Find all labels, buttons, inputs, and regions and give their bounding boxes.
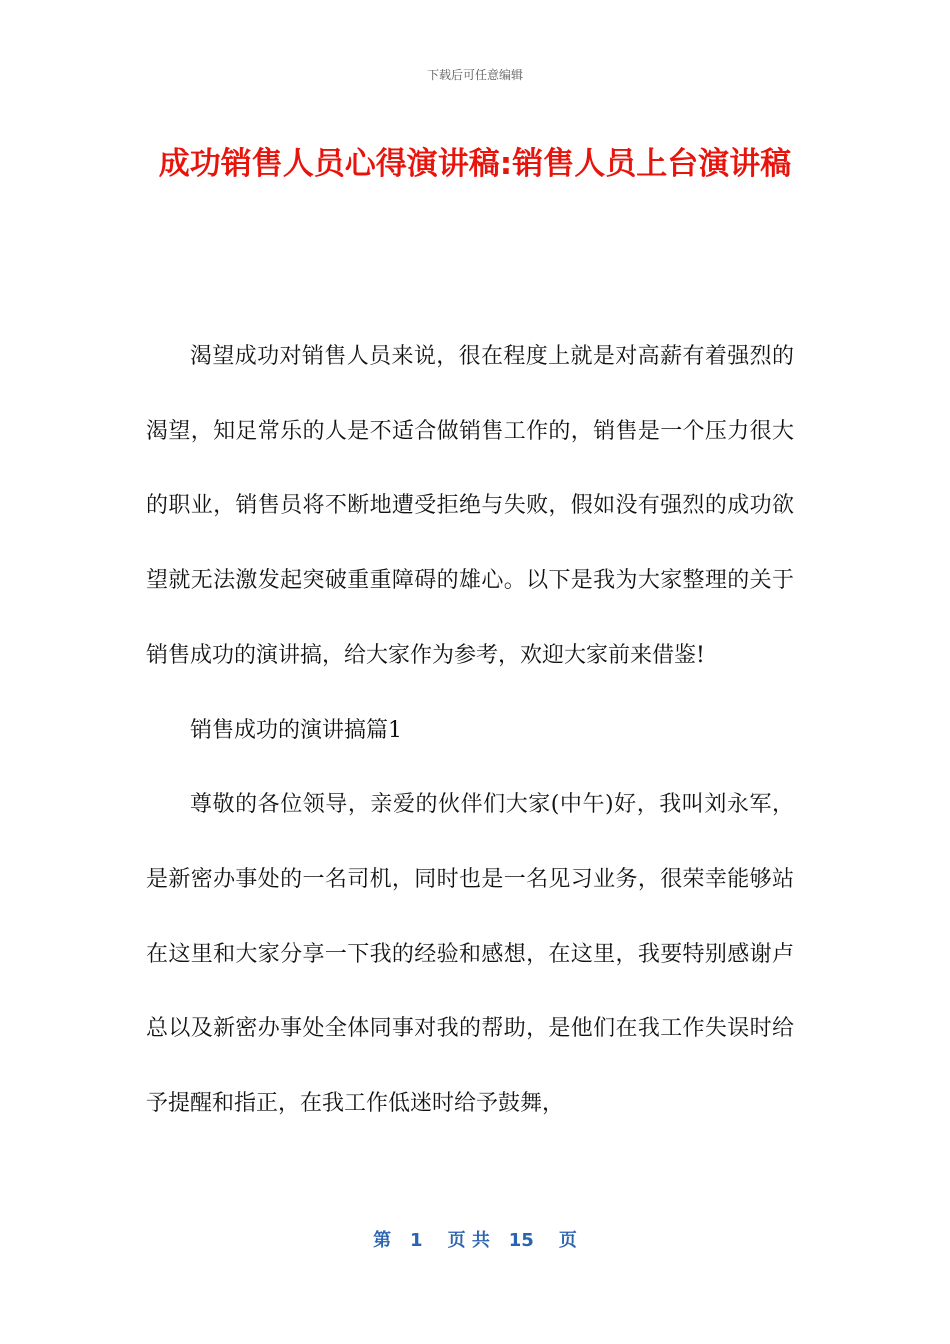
- footer-suffix: 页: [558, 1230, 577, 1251]
- paragraph-intro: 渴望成功对销售人员来说，很在程度上就是对高薪有着强烈的渴望，知足常乐的人是不适合做销售工作的，销售是一个压力很大的职业，销售员将不断地遭受拒绝与失败，假如没有强烈的成功欲望就无法激发起突破重重障碍的雄心。以下是我为大家整理的关于销售成功的演讲搞，给大家作为参考，欢迎大家前来借鉴!: [146, 344, 794, 668]
- footer-page-total: 15: [508, 1230, 534, 1251]
- paragraph-section-heading: 销售成功的演讲搞篇1: [190, 717, 402, 743]
- paragraph-speech: 尊敬的各位领导，亲爱的伙伴们大家(中午)好，我叫刘永军，是新密办事处的一名司机，同时也是一名见习业务，很荣幸能够站在这里和大家分享一下我的经验和感想，在这里，我要特别感谢卢总以及新密办事处全体同事对我的帮助，是他们在我工作失误时给予提醒和指正，在我工作低迷时给予鼓舞，: [146, 792, 794, 1117]
- header-note: 下载后可任意编辑: [426, 68, 523, 82]
- footer-middle: 页 共: [447, 1230, 490, 1251]
- footer-page-current: 1: [409, 1230, 423, 1251]
- document-body: [146, 320, 794, 1142]
- document-title: 成功销售人员心得演讲稿:销售人员上台演讲稿: [158, 146, 792, 182]
- footer-prefix: 第: [373, 1230, 392, 1251]
- page-footer: [0, 1226, 950, 1252]
